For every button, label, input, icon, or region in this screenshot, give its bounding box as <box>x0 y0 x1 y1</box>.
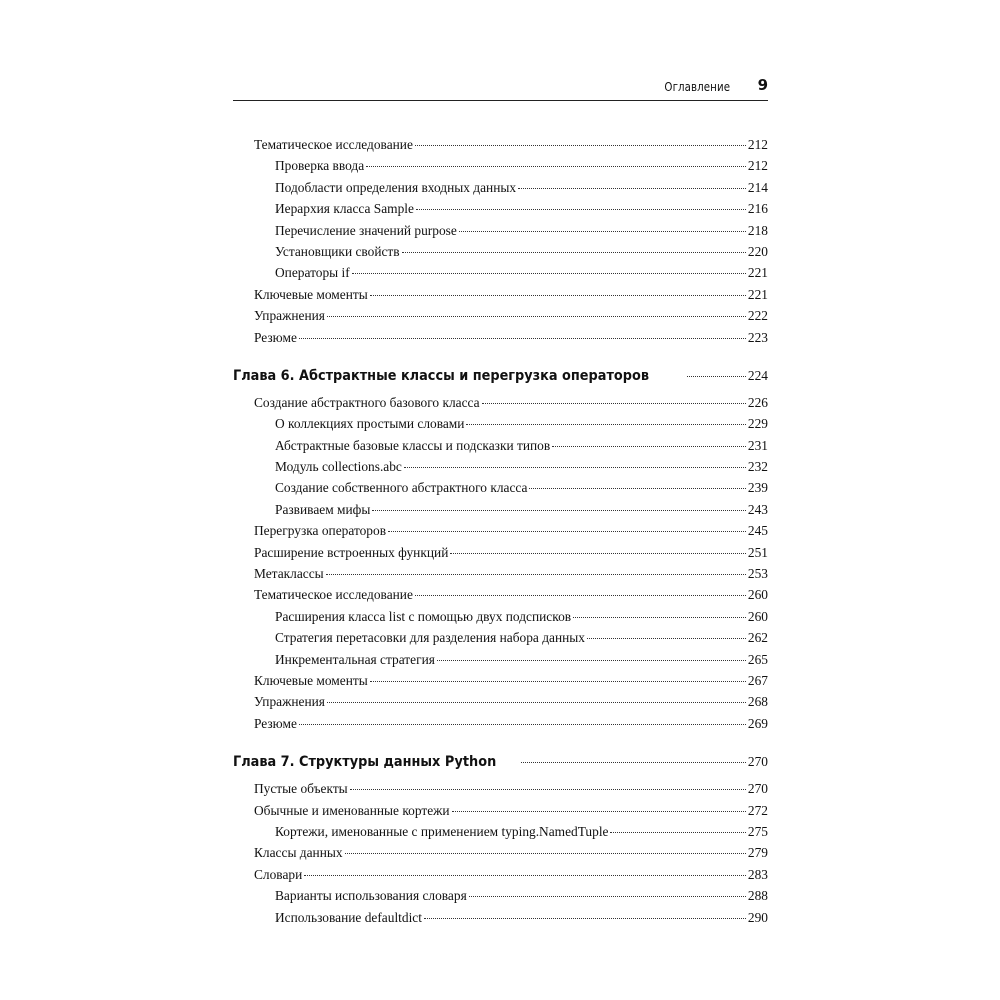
toc-page-number: 218 <box>747 222 768 238</box>
toc-entry <box>233 778 768 799</box>
toc-page-number: 243 <box>747 501 768 517</box>
toc-page-number: 232 <box>747 459 768 475</box>
toc-entry <box>233 198 768 219</box>
toc-entry <box>233 477 768 498</box>
dot-leader <box>518 188 746 189</box>
toc-entry-title: О коллекциях простыми словами <box>275 416 465 432</box>
toc-page-number: 223 <box>747 329 768 345</box>
dot-leader <box>469 896 746 897</box>
dot-leader <box>370 681 746 682</box>
toc-entry <box>233 670 768 691</box>
toc-entry <box>233 800 768 821</box>
toc-entry-title: Ключевые моменты <box>254 672 368 688</box>
toc-entry-title: Модуль collections.abc <box>275 459 402 475</box>
toc-entry-title: Кортежи, именованные с применением typing.NamedTuple <box>275 823 609 839</box>
toc-entry-title: Создание абстрактного базового класса <box>254 394 480 410</box>
dot-leader <box>370 295 746 296</box>
toc-page-number: 265 <box>747 651 768 667</box>
toc-page-number: 288 <box>747 888 768 904</box>
toc-entry-title: Перегрузка операторов <box>254 523 387 539</box>
toc-entry <box>233 584 768 605</box>
toc-entry <box>233 435 768 456</box>
toc-page-number: 267 <box>747 672 768 688</box>
dot-leader <box>450 553 746 554</box>
dot-leader <box>687 376 746 377</box>
toc-chapter-entry <box>233 363 768 389</box>
running-section-title: Оглавление <box>664 79 730 94</box>
toc-entry <box>233 177 768 198</box>
running-header <box>233 76 768 101</box>
toc-page-number: 253 <box>747 566 768 582</box>
dot-leader <box>299 724 746 725</box>
toc-entry <box>233 864 768 885</box>
toc-entry-title: Резюме <box>254 715 297 731</box>
toc-entry-title: Стратегия перетасовки для разделения набора данных <box>275 630 586 646</box>
toc-entry-title: Иерархия класса Sample <box>275 201 414 217</box>
dot-leader <box>529 488 745 489</box>
toc-entry <box>233 413 768 434</box>
toc-page-number: 229 <box>747 416 768 432</box>
toc-page-number: 221 <box>747 265 768 281</box>
toc-page-number: 260 <box>747 608 768 624</box>
toc-entry <box>233 627 768 648</box>
toc-entry <box>233 262 768 283</box>
toc-entry-title: Инкрементальная стратегия <box>275 651 435 667</box>
toc-entry-title: Ключевые моменты <box>254 286 368 302</box>
dot-leader <box>299 338 746 339</box>
table-of-contents <box>233 134 768 928</box>
dot-leader <box>459 231 746 232</box>
toc-page-number: 272 <box>747 802 768 818</box>
toc-entry <box>233 713 768 734</box>
toc-page-number: 269 <box>747 715 768 731</box>
toc-entry-title: Упражнения <box>254 308 325 324</box>
toc-page-number: 221 <box>747 286 768 302</box>
dot-leader <box>327 316 746 317</box>
toc-page-number: 270 <box>747 781 768 797</box>
toc-page-number: 275 <box>747 823 768 839</box>
toc-entry-title: Словари <box>254 866 303 882</box>
toc-entry <box>233 885 768 906</box>
toc-page-number: 262 <box>747 630 768 646</box>
toc-entry <box>233 542 768 563</box>
dot-leader <box>366 166 746 167</box>
toc-page-number: 251 <box>747 544 768 560</box>
dot-leader <box>350 789 746 790</box>
toc-page-number: 268 <box>747 694 768 710</box>
dot-leader <box>404 467 746 468</box>
dot-leader <box>610 832 745 833</box>
dot-leader <box>388 531 746 532</box>
toc-page-number: 216 <box>747 201 768 217</box>
toc-entry-title: Использование defaultdict <box>275 909 422 925</box>
dot-leader <box>345 853 746 854</box>
dot-leader <box>415 145 746 146</box>
toc-entry-title: Подобласти определения входных данных <box>275 179 517 195</box>
toc-page-number: 245 <box>747 523 768 539</box>
dot-leader <box>552 446 746 447</box>
toc-entry-title: Перечисление значений purpose <box>275 222 457 238</box>
toc-page-number: 283 <box>747 866 768 882</box>
toc-entry-title: Тематическое исследование <box>254 587 413 603</box>
toc-entry-title: Упражнения <box>254 694 325 710</box>
toc-entry-title: Классы данных <box>254 845 343 861</box>
toc-entry <box>233 563 768 584</box>
running-page-number: 9 <box>757 76 768 94</box>
toc-page-number: 239 <box>747 480 768 496</box>
toc-entry-title: Абстрактные базовые классы и подсказки типов <box>275 437 551 453</box>
toc-entry <box>233 691 768 712</box>
dot-leader <box>521 762 746 763</box>
toc-entry-title: Метаклассы <box>254 566 324 582</box>
toc-entry-title: Пустые объекты <box>254 781 348 797</box>
toc-entry <box>233 456 768 477</box>
toc-chapter-entry <box>233 749 768 775</box>
toc-entry <box>233 284 768 305</box>
dot-leader <box>437 660 746 661</box>
dot-leader <box>482 403 746 404</box>
toc-page-number: 226 <box>747 394 768 410</box>
toc-entry <box>233 327 768 348</box>
dot-leader <box>326 574 746 575</box>
dot-leader <box>424 918 746 919</box>
toc-page-number: 279 <box>747 845 768 861</box>
toc-entry <box>233 134 768 155</box>
toc-entry <box>233 220 768 241</box>
dot-leader <box>327 702 746 703</box>
toc-page-number: 224 <box>747 367 768 383</box>
toc-entry <box>233 305 768 326</box>
toc-entry-title: Расширение встроенных функций <box>254 544 449 560</box>
toc-entry <box>233 842 768 863</box>
toc-page-number: 212 <box>747 158 768 174</box>
toc-page-number: 214 <box>747 179 768 195</box>
toc-entry <box>233 821 768 842</box>
toc-page-number: 270 <box>747 754 768 770</box>
dot-leader <box>587 638 746 639</box>
toc-entry-title: Создание собственного абстрактного класса <box>275 480 528 496</box>
toc-entry-title: Развиваем мифы <box>275 501 371 517</box>
dot-leader <box>372 510 746 511</box>
toc-entry-title: Резюме <box>254 329 297 345</box>
toc-entry-title: Обычные и именованные кортежи <box>254 802 450 818</box>
dot-leader <box>352 273 746 274</box>
toc-entry <box>233 907 768 928</box>
toc-entry <box>233 241 768 262</box>
toc-entry-title: Операторы if <box>275 265 350 281</box>
toc-page-number: 231 <box>747 437 768 453</box>
toc-entry-title: Установщики свойств <box>275 243 400 259</box>
toc-entry-title: Расширения класса list с помощью двух подсписков <box>275 608 572 624</box>
toc-entry-title: Проверка ввода <box>275 158 365 174</box>
toc-page-number: 220 <box>747 243 768 259</box>
toc-entry <box>233 155 768 176</box>
toc-entry <box>233 649 768 670</box>
dot-leader <box>415 595 746 596</box>
toc-entry-title: Глава 6. Абстрактные классы и перегрузка операторов <box>233 367 649 384</box>
toc-entry-title: Варианты использования словаря <box>275 888 467 904</box>
toc-entry <box>233 392 768 413</box>
toc-entry <box>233 606 768 627</box>
toc-entry-title: Глава 7. Структуры данных Python <box>233 754 497 771</box>
dot-leader <box>466 424 745 425</box>
toc-entry <box>233 499 768 520</box>
dot-leader <box>452 811 746 812</box>
dot-leader <box>402 252 746 253</box>
toc-entry-title: Тематическое исследование <box>254 137 413 152</box>
toc-page-number: 222 <box>747 308 768 324</box>
toc-page-number: 212 <box>747 137 768 152</box>
dot-leader <box>573 617 746 618</box>
toc-entry <box>233 520 768 541</box>
dot-leader <box>304 875 746 876</box>
toc-page-number: 290 <box>747 909 768 925</box>
toc-page-number: 260 <box>747 587 768 603</box>
dot-leader <box>416 209 746 210</box>
